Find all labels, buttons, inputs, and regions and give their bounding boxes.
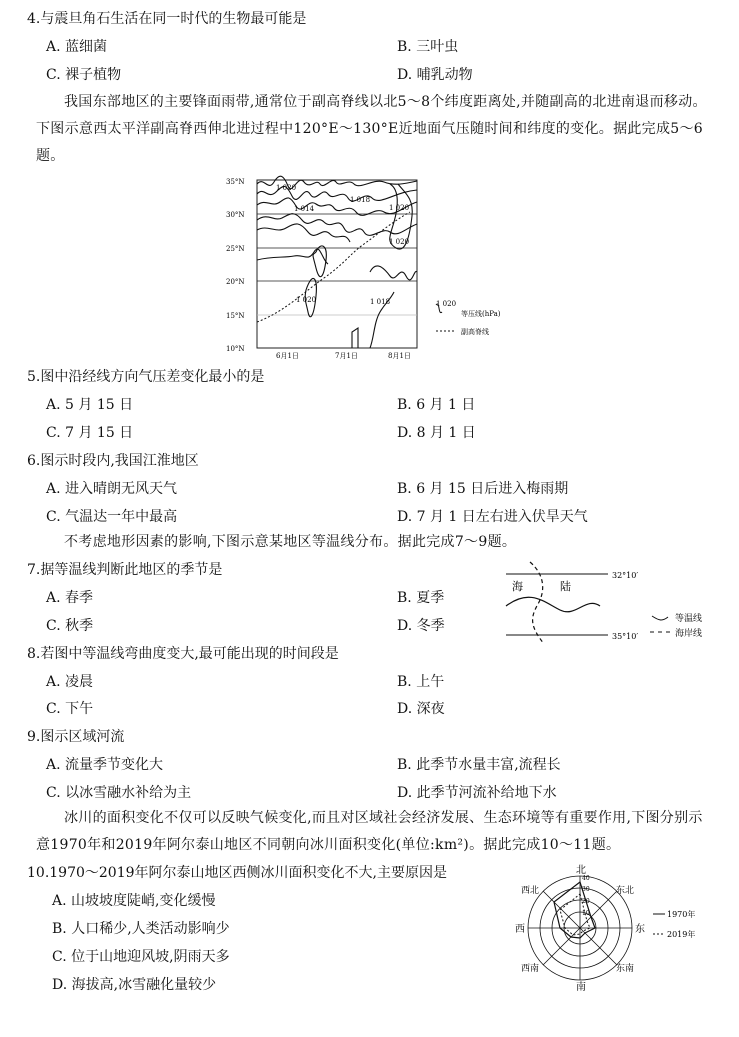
q8-option-b[interactable]: B. 上午: [397, 674, 445, 690]
isobar-label: 1 018: [350, 196, 371, 204]
figure-isotherm: [500, 560, 725, 645]
x-tick-jul: 7月1日: [335, 352, 358, 360]
isobar-label: 1 020: [389, 238, 410, 246]
q9-stem: 9.图示区域河流: [27, 729, 125, 745]
dir-north: 北: [576, 865, 586, 876]
q8-option-a[interactable]: A. 凌晨: [46, 674, 94, 690]
q5-option-a[interactable]: A. 5 月 15 日: [46, 397, 134, 413]
dir-west: 西: [515, 924, 525, 935]
q10-option-d[interactable]: D. 海拔高,冰雪融化量较少: [52, 977, 217, 993]
dir-northeast: 东北: [616, 886, 635, 896]
q4-option-b[interactable]: B. 三叶虫: [397, 39, 459, 55]
q4-option-c[interactable]: C. 裸子植物: [46, 67, 122, 83]
isobar-label: 1 018: [370, 298, 391, 306]
q8-stem: 8.若图中等温线弯曲度变大,最可能出现的时间段是: [27, 646, 339, 662]
y-tick-15: 15°N: [226, 312, 245, 320]
legend-1970: 1970年: [667, 910, 696, 919]
legend-isobar: 等压线(hPa): [461, 310, 501, 318]
y-tick-10: 10°N: [226, 345, 245, 353]
q9-option-c[interactable]: C. 以冰雪融水补给为主: [46, 785, 192, 801]
q7-option-a[interactable]: A. 春季: [46, 590, 94, 606]
legend-ridge: 副高脊线: [461, 328, 489, 336]
q7-option-c[interactable]: C. 秋季: [46, 618, 94, 634]
figure-glacier-radar: [505, 862, 720, 992]
q10-option-b[interactable]: B. 人口稀少,人类活动影响少: [52, 921, 230, 937]
x-tick-jun: 6月1日: [276, 352, 299, 360]
q9-option-d[interactable]: D. 此季节河流补给地下水: [397, 785, 557, 801]
ring-label-20: 20: [582, 898, 590, 905]
q5-option-c[interactable]: C. 7 月 15 日: [46, 425, 134, 441]
y-tick-30: 30°N: [226, 211, 245, 219]
dir-southwest: 西南: [521, 964, 540, 974]
lat-bottom-label: 35°10′: [612, 632, 639, 641]
q4-option-d[interactable]: D. 哺乳动物: [397, 67, 473, 83]
legend-2019: 2019年: [667, 930, 696, 939]
dir-northwest: 西北: [521, 886, 540, 896]
q5-stem: 5.图中沿经线方向气压差变化最小的是: [27, 369, 265, 385]
legend-value: 1 020: [436, 300, 457, 308]
y-tick-20: 20°N: [226, 278, 245, 286]
ring-label-30: 30: [582, 886, 590, 893]
land-label: 陆: [560, 580, 571, 593]
ring-label-10: 10: [582, 910, 590, 917]
q8-option-c[interactable]: C. 下午: [46, 701, 94, 717]
y-tick-25: 25°N: [226, 245, 245, 253]
dir-east: 东: [635, 924, 645, 935]
sea-label: 海: [512, 580, 523, 593]
q9-option-a[interactable]: A. 流量季节变化大: [46, 757, 164, 773]
q5-option-d[interactable]: D. 8 月 1 日: [397, 425, 476, 441]
isobar-label: 1 020: [276, 184, 297, 192]
intro-5-6: 我国东部地区的主要锋面雨带,通常位于副高脊线以北5～8个纬度距离处,并随副高的北进南退而移动。下图示意西太平洋副高脊西伸北进过程中120°E～130°E近地面气压随时间和纬度的变化。据此完成5～6题。: [36, 94, 707, 164]
q10-option-a[interactable]: A. 山坡坡度陡峭,变化缓慢: [52, 893, 216, 909]
q10-stem: 10.1970～2019年阿尔泰山地区西侧冰川面积变化不大,主要原因是: [27, 865, 447, 881]
intro-10-11: 冰川的面积变化不仅可以反映气候变化,而且对区域社会经济发展、生态环境等有重要作用,下图分别示意1970年和2019年阿尔泰山地区不同朝向冰川面积变化(单位:km²)。据此完成10～11题。: [36, 810, 703, 853]
q6-option-b[interactable]: B. 6 月 15 日后进入梅雨期: [397, 481, 569, 497]
q6-option-d[interactable]: D. 7 月 1 日左右进入伏旱天气: [397, 509, 588, 525]
q4-stem: 4.与震旦角石生活在同一时代的生物最可能是: [27, 11, 307, 27]
isobar-label: 1 020: [389, 204, 410, 212]
q5-option-b[interactable]: B. 6 月 1 日: [397, 397, 476, 413]
dir-southeast: 东南: [616, 964, 635, 974]
legend-coast: 海岸线: [675, 629, 703, 639]
q8-option-d[interactable]: D. 深夜: [397, 701, 445, 717]
q7-option-d[interactable]: D. 冬季: [397, 618, 445, 634]
q6-option-a[interactable]: A. 进入晴朗无风天气: [46, 481, 178, 497]
q7-option-b[interactable]: B. 夏季: [397, 590, 445, 606]
intro-7-9: 不考虑地形因素的影响,下图示意某地区等温线分布。据此完成7～9题。: [64, 534, 517, 550]
legend-isotherm: 等温线: [675, 614, 703, 624]
q6-option-c[interactable]: C. 气温达一年中最高: [46, 509, 178, 525]
isobar-label: 1 020: [296, 296, 317, 304]
q4-option-a[interactable]: A. 蓝细菌: [46, 39, 108, 55]
q6-stem: 6.图示时段内,我国江淮地区: [27, 453, 199, 469]
q7-stem: 7.据等温线判断此地区的季节是: [27, 562, 223, 578]
y-tick-35: 35°N: [226, 178, 245, 186]
figure-isobar-chart: [224, 172, 524, 362]
isobar-label: 1 014: [294, 205, 315, 213]
ring-label-40: 40: [582, 875, 590, 882]
x-tick-aug: 8月1日: [388, 352, 411, 360]
q9-option-b[interactable]: B. 此季节水量丰富,流程长: [397, 757, 561, 773]
q10-option-c[interactable]: C. 位于山地迎风坡,阴雨天多: [52, 949, 230, 965]
lat-top-label: 32°10′: [612, 571, 639, 580]
dir-south: 南: [576, 982, 586, 992]
